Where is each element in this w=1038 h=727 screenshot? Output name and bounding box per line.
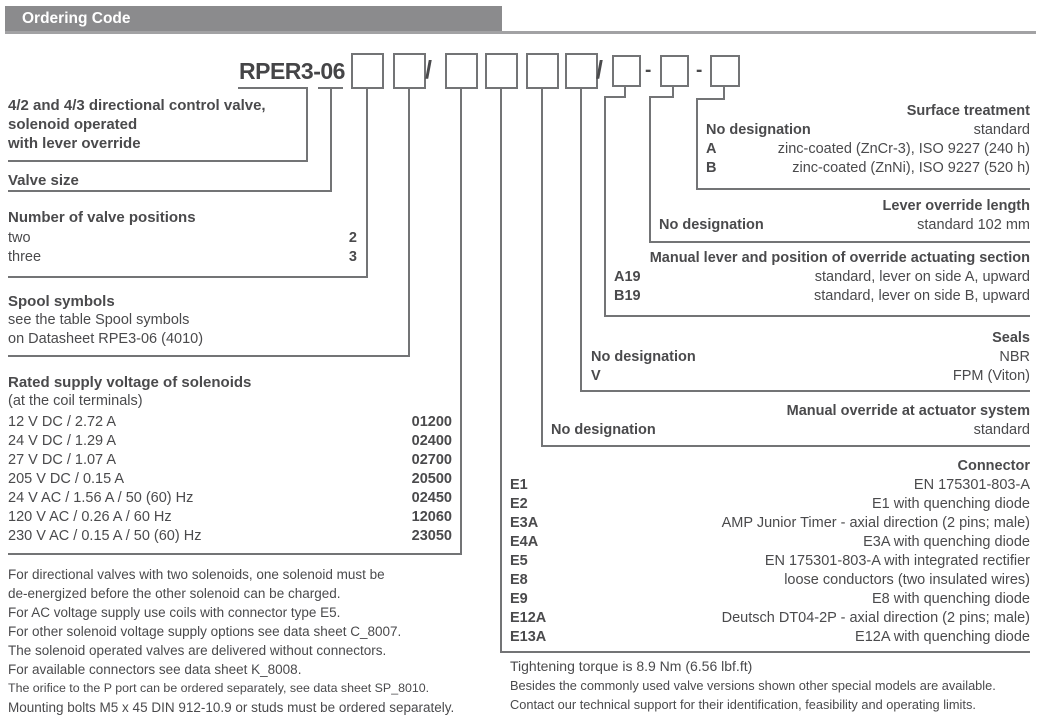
lever-length-value: standard 102 mm	[917, 217, 1030, 233]
connector-row	[510, 552, 1030, 571]
line-box7-elbow	[604, 96, 626, 98]
connector-value: EN 175301-803-A with integrated rectifier	[764, 553, 1030, 569]
surface-value: standard	[973, 122, 1030, 138]
manual-override-value: standard	[973, 422, 1030, 438]
manual-override-title: Manual override at actuator system	[786, 403, 1030, 419]
voltage-label: 230 V AC / 0.15 A / 50 (60) Hz	[8, 528, 202, 544]
positions-rows	[8, 229, 357, 267]
code-box-8	[660, 55, 689, 87]
code-slash-1: /	[425, 56, 432, 84]
note-line: de-energized before the other solenoid can be charged.	[8, 586, 341, 601]
line-surface-vert	[696, 98, 698, 190]
connector-code: E9	[510, 591, 528, 607]
code-box-2	[393, 53, 426, 89]
connector-value: E3A with quenching diode	[863, 534, 1030, 550]
position-label: three	[8, 249, 42, 265]
spool-section	[8, 292, 203, 349]
surface-code: No designation	[706, 122, 811, 138]
line-voltage-underline	[8, 553, 462, 555]
voltage-label: 12 V DC / 2.72 A	[8, 414, 117, 430]
code-dash-2: -	[696, 60, 703, 81]
note-line: The solenoid operated valves are delivered without connectors.	[8, 643, 387, 658]
line-seals-vert	[580, 87, 582, 392]
voltage-row	[8, 413, 452, 432]
connector-value: E8 with quenching diode	[871, 591, 1030, 607]
note-line: Mounting bolts M5 x 45 DIN 912-10.9 or studs must be ordered separately.	[8, 700, 455, 715]
manual-lever-row	[614, 268, 1030, 287]
voltage-row	[8, 432, 452, 451]
connector-value: E1 with quenching diode	[871, 496, 1030, 512]
connector-value: EN 175301-803-A	[913, 477, 1030, 493]
voltage-rows	[8, 413, 452, 546]
line-valve-type-vert	[306, 87, 308, 162]
code-slash-2: /	[596, 56, 603, 84]
voltage-subtitle: (at the coil terminals)	[8, 393, 143, 409]
lever-length-title: Lever override length	[882, 198, 1030, 214]
line-box8-elbow	[649, 96, 674, 98]
line-manual-override-vert	[541, 87, 543, 447]
connector-code: E2	[510, 496, 528, 512]
voltage-code: 01200	[411, 414, 452, 430]
position-code: 2	[348, 230, 357, 246]
seals-row	[591, 348, 1030, 367]
manual-lever-value: standard, lever on side A, upward	[814, 269, 1030, 285]
voltage-label: 205 V DC / 0.15 A	[8, 471, 125, 487]
seals-code: V	[591, 368, 601, 384]
connector-row	[510, 476, 1030, 495]
lever-length-section	[659, 197, 1030, 235]
seals-section	[591, 329, 1030, 386]
voltage-label: 24 V DC / 1.29 A	[8, 433, 117, 449]
connector-value: Deutsch DT04-2P - axial direction (2 pins; male)	[721, 610, 1030, 626]
connector-code: E4A	[510, 534, 539, 550]
code-box-4	[485, 53, 518, 89]
lever-length-code: No designation	[659, 217, 764, 233]
seals-row	[591, 367, 1030, 386]
surface-treatment-title: Surface treatment	[906, 103, 1030, 119]
voltage-code: 02400	[411, 433, 452, 449]
manual-override-section	[551, 402, 1030, 440]
page-title: Ordering Code	[22, 10, 131, 27]
connector-title: Connector	[957, 458, 1030, 474]
code-box-1	[351, 53, 384, 89]
model-code: RPER3-06	[239, 58, 345, 84]
valve-type-line3: with lever override	[8, 135, 141, 152]
surface-value: zinc-coated (ZnCr-3), ISO 9227 (240 h)	[777, 141, 1030, 157]
connector-section	[510, 457, 1030, 647]
seals-value: FPM (Viton)	[952, 368, 1030, 384]
note-line: For other solenoid voltage supply options see data sheet C_8007.	[8, 624, 402, 639]
voltage-code: 02450	[411, 490, 452, 506]
positions-title: Number of valve positions	[8, 209, 196, 226]
connector-row	[510, 495, 1030, 514]
line-valve-type-underline	[8, 160, 308, 162]
voltage-label: 24 V AC / 1.56 A / 50 (60) Hz	[8, 490, 194, 506]
line-connector-underline	[500, 651, 1030, 653]
line-spool-vert	[408, 87, 410, 357]
manual-lever-code: B19	[614, 288, 641, 304]
seals-code: No designation	[591, 349, 696, 365]
note-line: For AC voltage supply use coils with connector type E5.	[8, 605, 341, 620]
manual-override-row	[551, 421, 1030, 440]
manual-lever-row	[614, 287, 1030, 306]
line-box9-elbow	[696, 98, 725, 100]
connector-row	[510, 514, 1030, 533]
voltage-code: 12060	[411, 509, 452, 525]
notes-right	[510, 657, 1035, 714]
voltage-row	[8, 470, 452, 489]
manual-lever-title: Manual lever and position of override actuating section	[649, 250, 1030, 266]
connector-row	[510, 628, 1030, 647]
voltage-row	[8, 508, 452, 527]
surface-treatment-section	[706, 102, 1030, 178]
line-lever-length-underline	[649, 241, 1030, 243]
connector-code: E8	[510, 572, 528, 588]
line-valve-size-underline	[8, 190, 332, 192]
lever-length-row	[659, 216, 1030, 235]
line-seals-underline	[580, 390, 1030, 392]
line-lever-length-vert	[649, 96, 651, 243]
notes-left	[8, 565, 508, 717]
torque-note: Tightening torque is 8.9 Nm (6.56 lbf.ft)	[510, 658, 753, 674]
note-line: For directional valves with two solenoids, one solenoid must be	[8, 567, 385, 582]
position-code: 3	[348, 249, 357, 265]
voltage-code: 23050	[411, 528, 452, 544]
valve-type-description	[8, 96, 266, 153]
surface-code: B	[706, 160, 717, 176]
manual-lever-value: standard, lever on side B, upward	[813, 288, 1030, 304]
manual-lever-code: A19	[614, 269, 641, 285]
valve-type-line1: 4/2 and 4/3 directional control valve,	[8, 97, 266, 114]
connector-code: E12A	[510, 610, 547, 626]
position-label: two	[8, 230, 31, 246]
voltage-code: 02700	[411, 452, 452, 468]
seals-value: NBR	[999, 349, 1030, 365]
line-surface-underline	[696, 188, 1030, 190]
connector-row	[510, 533, 1030, 552]
line-positions-vert	[366, 87, 368, 278]
valve-size-title: Valve size	[8, 172, 79, 189]
voltage-row	[8, 451, 452, 470]
code-box-7	[612, 55, 641, 87]
spool-line1: see the table Spool symbols	[8, 312, 190, 328]
positions-row	[8, 229, 357, 248]
connector-value: E12A with quenching diode	[855, 629, 1030, 645]
voltage-row	[8, 489, 452, 508]
positions-row	[8, 248, 357, 267]
code-dash-1: -	[645, 60, 652, 81]
connector-code: E5	[510, 553, 528, 569]
line-spool-underline	[8, 355, 410, 357]
header-rule	[5, 31, 1036, 34]
code-box-9	[710, 55, 740, 87]
note-line: For available connectors see data sheet K_8008.	[8, 662, 302, 677]
line-manual-lever-vert	[604, 96, 606, 317]
valve-type-line2: solenoid operated	[8, 116, 138, 133]
line-manual-lever-underline	[604, 315, 1030, 317]
code-box-3	[445, 53, 478, 89]
connector-row	[510, 590, 1030, 609]
manual-override-code: No designation	[551, 422, 656, 438]
line-model-underline	[238, 87, 308, 89]
line-positions-underline	[8, 276, 368, 278]
connector-value: loose conductors (two insulated wires)	[784, 572, 1030, 588]
support-note: Contact our technical support for their identification, feasibility and operating limits.	[510, 697, 976, 712]
special-models-note: Besides the commonly used valve versions shown other special models are available.	[510, 678, 996, 693]
connector-row	[510, 571, 1030, 590]
voltage-title: Rated supply voltage of solenoids	[8, 374, 252, 391]
code-box-6	[565, 53, 598, 89]
seals-title: Seals	[992, 330, 1030, 346]
line-valve-size-vert	[330, 87, 332, 192]
manual-lever-section	[614, 249, 1030, 306]
surface-row	[706, 140, 1030, 159]
voltage-code: 20500	[411, 471, 452, 487]
line-manual-override-underline	[541, 445, 1030, 447]
section-header-bar	[5, 6, 502, 31]
connector-code: E13A	[510, 629, 547, 645]
surface-value: zinc-coated (ZnNi), ISO 9227 (520 h)	[792, 160, 1030, 176]
surface-row	[706, 121, 1030, 140]
surface-row	[706, 159, 1030, 178]
line-voltage-vert	[460, 87, 462, 555]
connector-row	[510, 609, 1030, 628]
note-line: The orifice to the P port can be ordered separately, see data sheet SP_8010.	[8, 681, 430, 695]
voltage-row	[8, 527, 452, 546]
spool-line2: on Datasheet RPE3-06 (4010)	[8, 331, 204, 347]
voltage-label: 27 V DC / 1.07 A	[8, 452, 117, 468]
connector-code: E3A	[510, 515, 539, 531]
surface-code: A	[706, 141, 717, 157]
connector-code: E1	[510, 477, 528, 493]
spool-title: Spool symbols	[8, 293, 115, 310]
voltage-label: 120 V AC / 0.26 A / 60 Hz	[8, 509, 172, 525]
connector-value: AMP Junior Timer - axial direction (2 pins; male)	[721, 515, 1030, 531]
code-box-5	[526, 53, 559, 89]
